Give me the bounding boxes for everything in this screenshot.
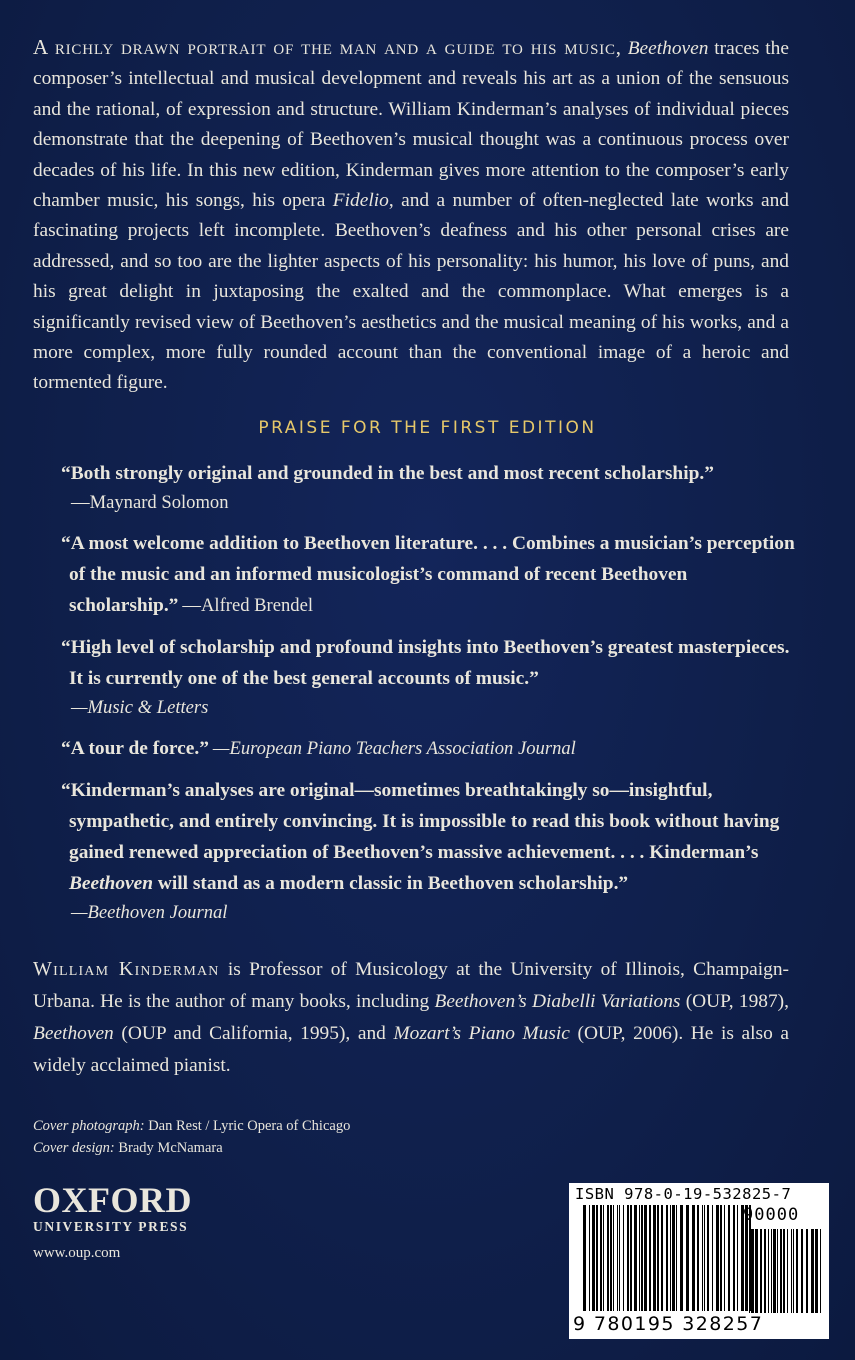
barcode-bar (623, 1205, 624, 1311)
quote-text-part-b: will stand as a modern classic in Beethoven scholarship.” (153, 873, 629, 894)
quote-item (61, 733, 801, 764)
quote-item (61, 528, 801, 621)
quote-attribution (209, 738, 576, 759)
barcode-bar (780, 1229, 782, 1313)
description-lead: A richly drawn portrait of the man and a guide to his music, (33, 35, 622, 59)
quote-text: “Both strongly original and grounded in the best and most recent scholarship.” (61, 463, 714, 484)
quote-text: “High level of scholarship and profound insights into Beethoven’s greatest masterpieces. It is currently one of the best general accounts of music.” (61, 637, 790, 689)
barcode-bar (607, 1205, 609, 1311)
barcode-bar (787, 1229, 788, 1313)
design-credit-label: Cover design: (33, 1140, 115, 1156)
photo-credit-label: Cover photograph: (33, 1118, 145, 1134)
barcode-bar (755, 1229, 758, 1313)
barcode-bar (630, 1205, 632, 1311)
description-text-1: traces the composer’s intellectual and musical development and reveals his art as a union of the sensuous and the rational, of expression and structure. William Kinderman’s analyses of individual pieces demonstrate that the deepening of Beethoven’s musical thought was a continuous process over decades of his life. In this new edition, Kinderman gives more attention to the composer’s early chamber music, his songs, his opera (33, 38, 789, 212)
barcode-bar (603, 1205, 604, 1311)
barcode-bar (716, 1205, 719, 1311)
quote-attribution: —Alfred Brendel (182, 595, 314, 616)
praise-quotes (61, 458, 801, 938)
description-opera-italic: Fidelio (332, 190, 389, 212)
author-text-3: (OUP and California, 1995), and (113, 1023, 394, 1044)
quote-text (61, 733, 801, 764)
barcode-bar (728, 1205, 730, 1311)
barcode-bar (666, 1205, 668, 1311)
addon-barcode-bars-icon (749, 1229, 823, 1315)
quote-text (61, 528, 801, 621)
barcode-bar (617, 1205, 618, 1311)
publisher-url: www.oup.com (33, 1245, 121, 1261)
barcode-bar (820, 1229, 821, 1313)
barcode-bar (644, 1205, 647, 1311)
barcode-bar (724, 1205, 725, 1311)
author-text-4: (OUP, 2006). He is also a widely acclaimed pianist. (33, 1023, 789, 1076)
barcode-bar (801, 1229, 803, 1313)
barcode-bar (793, 1229, 794, 1313)
author-text-2: (OUP, 1987), (680, 991, 789, 1012)
book-description (33, 32, 789, 399)
barcode-bar (760, 1229, 762, 1313)
description-text-2: , and a number of often-neglected late works and fascinating projects left incomplete. Beethoven’s deafness and his other personal crises are addressed, and so too are the lighter aspects of his personality: his humor, his love of puns, and his great delight in juxtaposing the exalted and the commonplace. What emerges is a significantly revised view of Beethoven’s aesthetics and the musical meaning of his works, and a more complex, more fully rounded account than the conventional image of a heroic and tormented figure. (33, 190, 789, 394)
barcode-bar (768, 1229, 769, 1313)
author-book-3: Mozart’s Piano Music (393, 1023, 570, 1044)
barcode-bar (641, 1205, 643, 1311)
price-code: 90000 (743, 1205, 800, 1225)
quote-text-italic: Beethoven (69, 873, 154, 894)
barcode-bar (702, 1205, 703, 1311)
cover-credits (33, 1115, 350, 1159)
quote-attribution-italic: —Music & Letters (71, 697, 209, 718)
quote-text-content: “A tour de force.” (61, 738, 209, 759)
author-name: William Kinderman (33, 958, 220, 980)
barcode-bar (596, 1205, 598, 1311)
barcode-bar (670, 1205, 671, 1311)
barcode-bar (649, 1205, 651, 1311)
barcode-bar (749, 1229, 750, 1313)
barcode-bar (712, 1205, 713, 1311)
barcode-bar (661, 1205, 663, 1311)
barcode-bar (619, 1205, 620, 1311)
description-title-italic: Beethoven (627, 38, 709, 59)
barcode-bar (751, 1229, 754, 1313)
barcode-bar (634, 1205, 637, 1311)
barcode-bar (771, 1229, 772, 1313)
barcode-bar (720, 1205, 722, 1311)
barcode-bar (692, 1205, 695, 1311)
quote-item (61, 458, 801, 517)
barcode-bar (686, 1205, 689, 1311)
quote-attribution: —Maynard Solomon (71, 492, 229, 513)
barcode-bar (707, 1205, 709, 1311)
barcode-bar (783, 1229, 785, 1313)
design-credit (33, 1137, 350, 1159)
quote-text-content: “A most welcome addition to Beethoven literature. . . . Combines a musician’s perception of the music and an informed musicologist’s command of recent Beethoven scholarship.” (61, 533, 795, 616)
author-text-1: is Professor of Musicology at the University of Illinois, Champaign-Urbana. He is the author of many books, including (33, 959, 789, 1012)
barcode-bar (600, 1205, 602, 1311)
design-credit-value: Brady McNamara (114, 1140, 223, 1156)
barcode-bar (610, 1205, 612, 1311)
publisher-name: OXFORD (33, 1180, 192, 1220)
quote-attribution-italic: —European Piano Teachers Association Journal (212, 738, 576, 759)
quote-text-part-a: “Kinderman’s analyses are original—sometimes breathtakingly so—insightful, sympathetic, and entirely convincing. It is impossible to read this book without having gained renewed appreciation of Beethoven’s massive achievement. . . . Kinderman’s (61, 780, 780, 863)
quote-attribution (61, 694, 801, 722)
publisher-logo (33, 1180, 192, 1235)
publisher-sub: UNIVERSITY PRESS (33, 1219, 189, 1234)
barcode-bar (653, 1205, 656, 1311)
barcode-bar (627, 1205, 629, 1311)
barcode-bar (791, 1229, 792, 1313)
barcode-bar (811, 1229, 814, 1313)
barcode-bar (796, 1229, 798, 1313)
barcode-bar (764, 1229, 766, 1313)
barcode-bar (657, 1205, 659, 1311)
barcode-bar (583, 1205, 586, 1311)
praise-heading: PRAISE FOR THE FIRST EDITION (258, 418, 597, 438)
barcode-bar (815, 1229, 818, 1313)
barcode-bar (777, 1229, 778, 1313)
author-book-2: Beethoven (33, 1023, 114, 1044)
author-book-1: Beethoven’s Diabelli Variations (434, 991, 681, 1012)
barcode-bar (592, 1205, 595, 1311)
barcode-bar (613, 1205, 614, 1311)
author-bio (33, 953, 789, 1082)
isbn-text: ISBN 978-0-19-532825-7 (575, 1185, 792, 1203)
quote-item (61, 632, 801, 722)
barcode-bar (680, 1205, 683, 1311)
quote-text (61, 775, 801, 899)
barcode-bars-icon (583, 1205, 753, 1317)
barcode-bar (773, 1229, 776, 1313)
barcode-bar (676, 1205, 677, 1311)
photo-credit-value: Dan Rest / Lyric Opera of Chicago (144, 1118, 351, 1134)
barcode-bar (697, 1205, 699, 1311)
barcode-bar (589, 1205, 590, 1311)
barcode-digits: 9 780195 328257 (573, 1313, 764, 1335)
barcode-bar (737, 1205, 738, 1311)
barcode-bar (672, 1205, 675, 1311)
quote-item (61, 775, 801, 927)
barcode-bar (806, 1229, 808, 1313)
barcode-bar (704, 1205, 705, 1311)
quote-attribution-italic: —Beethoven Journal (71, 902, 228, 923)
barcode-bar (733, 1205, 735, 1311)
photo-credit (33, 1115, 350, 1137)
isbn-barcode (569, 1183, 829, 1339)
barcode-bar (639, 1205, 640, 1311)
quote-attribution (61, 899, 801, 927)
